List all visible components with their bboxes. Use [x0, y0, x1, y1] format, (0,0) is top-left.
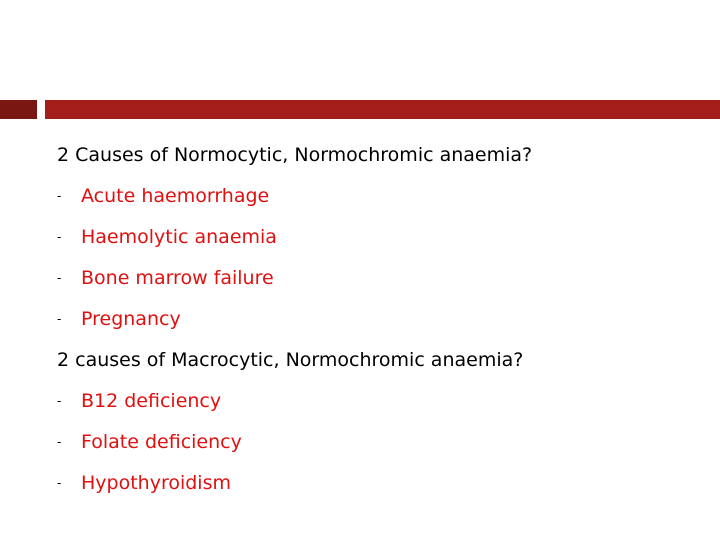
slide-body — [57, 134, 697, 503]
list-item — [57, 462, 697, 503]
bullet-dash: - — [57, 229, 62, 244]
header-bar — [0, 100, 720, 119]
bullet-dash: - — [57, 434, 62, 449]
list-item-text: Folate deficiency — [81, 430, 242, 453]
bullet-dash: - — [57, 311, 62, 326]
bullet-dash: - — [57, 393, 62, 408]
list-item — [57, 175, 697, 216]
list-item-text: B12 deficiency — [81, 389, 222, 412]
header-bar-right-block — [45, 100, 720, 119]
list-item — [57, 216, 697, 257]
header-bar-left-block — [0, 100, 37, 119]
list-item-text: Haemolytic anaemia — [81, 225, 277, 248]
list-item-text: Hypothyroidism — [81, 471, 231, 494]
list-item — [57, 257, 697, 298]
question-normocytic — [57, 134, 697, 175]
list-item-text: Acute haemorrhage — [81, 184, 270, 207]
list-item — [57, 380, 697, 421]
list-item — [57, 298, 697, 339]
question-normocytic-text: 2 Causes of Normocytic, Normochromic anaemia? — [57, 143, 533, 166]
list-item-text: Pregnancy — [81, 307, 181, 330]
list-item-text: Bone marrow failure — [81, 266, 274, 289]
bullet-dash: - — [57, 475, 62, 490]
question-macrocytic-text: 2 causes of Macrocytic, Normochromic anaemia? — [57, 348, 524, 371]
bullet-dash: - — [57, 270, 62, 285]
bullet-dash: - — [57, 188, 62, 203]
list-item — [57, 421, 697, 462]
question-macrocytic — [57, 339, 697, 380]
